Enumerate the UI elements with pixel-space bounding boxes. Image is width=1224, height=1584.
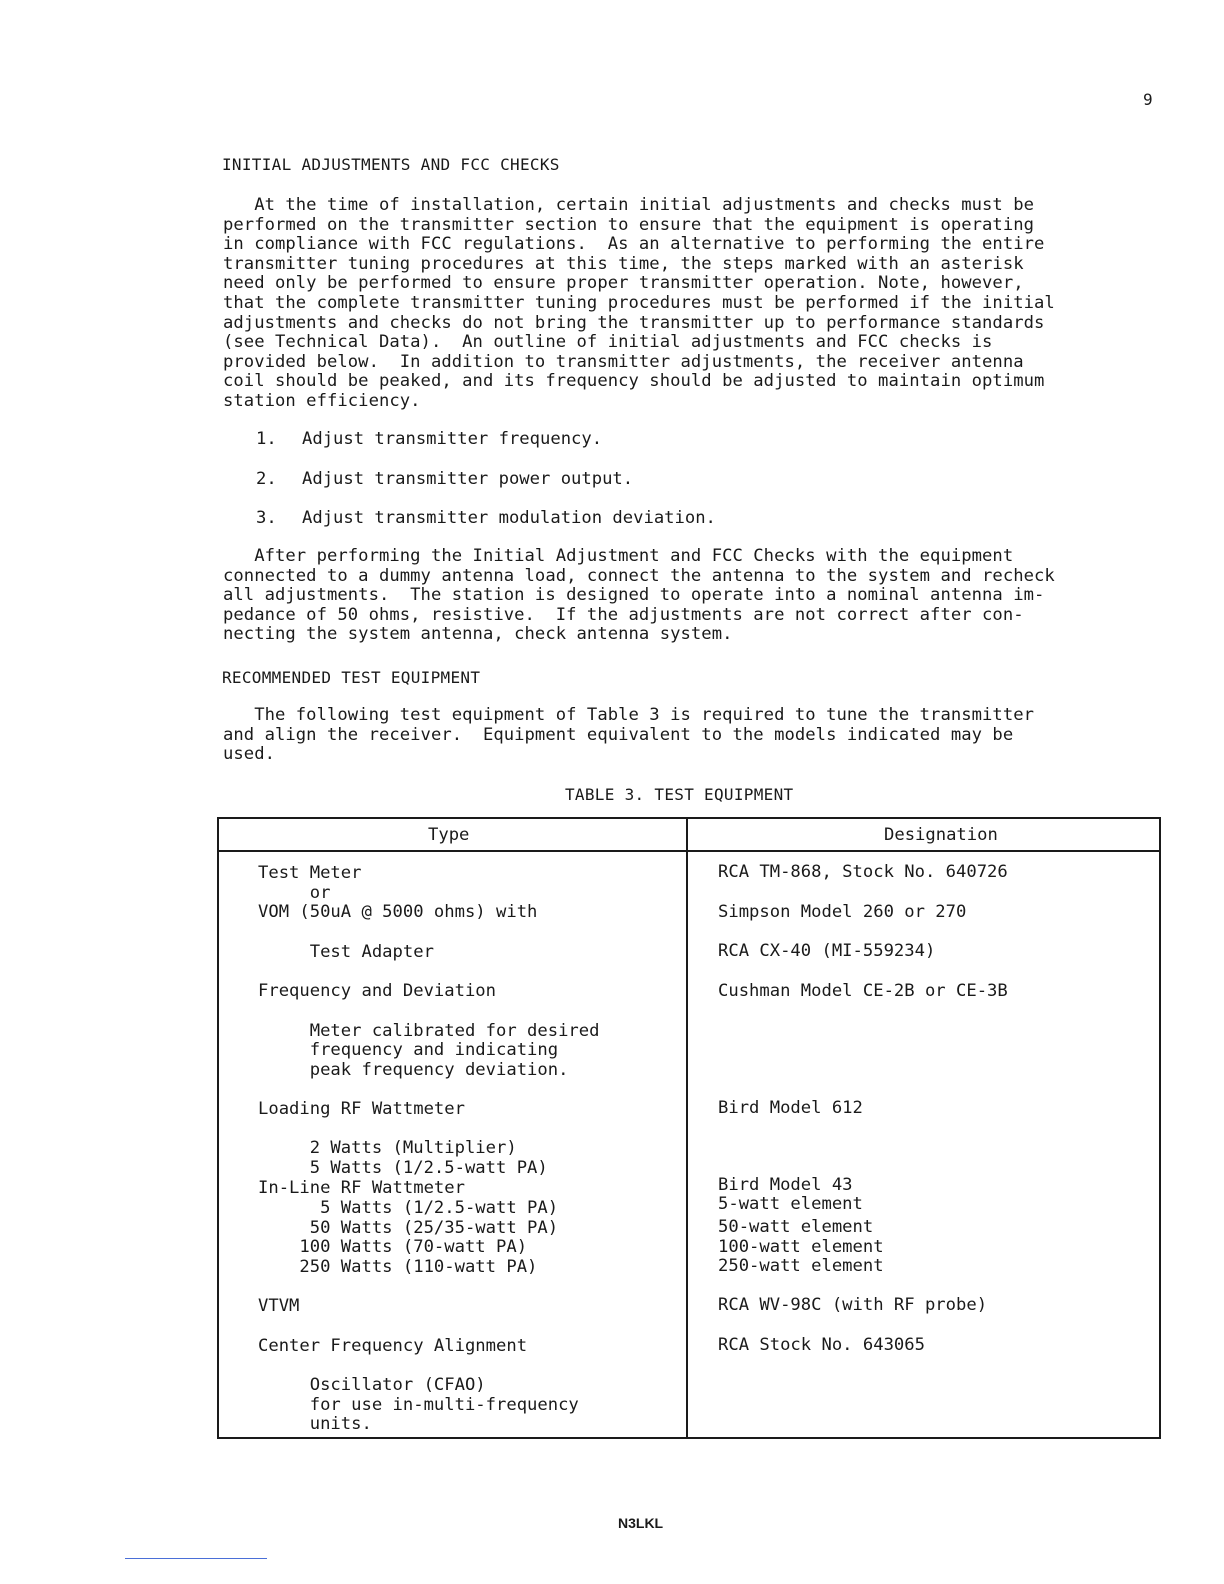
- step-text: Adjust transmitter power output.: [302, 469, 634, 489]
- column-header-designation: Designation: [884, 825, 998, 845]
- designation-cell: Simpson Model 260 or 270: [718, 902, 967, 922]
- paragraph-line: performed on the transmitter section to ensure that the equipment is operating: [223, 214, 1035, 235]
- paragraph-line: used.: [223, 744, 275, 765]
- designation-cell: 250-watt element: [718, 1256, 884, 1276]
- step-text: Adjust transmitter modulation deviation.: [302, 508, 716, 528]
- step-number: 1.: [256, 429, 277, 449]
- header-divider: [219, 850, 1159, 852]
- type-cell: VOM (50uA @ 5000 ohms) with: [258, 902, 538, 922]
- paragraph-line: necting the system antenna, check antenna system.: [223, 624, 733, 645]
- test-equipment-table: [217, 817, 1161, 1439]
- type-cell: Frequency and Deviation: [258, 981, 496, 1001]
- paragraph-line: pedance of 50 ohms, resistive. If the adjustments are not correct after con-: [223, 604, 1024, 625]
- step-number: 2.: [256, 469, 277, 489]
- list-item: [256, 508, 716, 528]
- paragraph-line: in compliance with FCC regulations. As an alternative to performing the entire: [223, 234, 1045, 255]
- type-cell: units.: [258, 1414, 372, 1434]
- footnote-rule: [125, 1558, 267, 1559]
- type-cell: 250 Watts (110-watt PA): [258, 1257, 538, 1277]
- type-cell: Test Adapter: [258, 942, 434, 962]
- type-cell: for use in-multi-frequency: [258, 1395, 579, 1415]
- list-item: [256, 429, 602, 449]
- designation-cell: Cushman Model CE-2B or CE-3B: [718, 981, 1008, 1001]
- paragraph-line: all adjustments. The station is designed to operate into a nominal antenna im-: [223, 585, 1045, 606]
- designation-cell: RCA Stock No. 643065: [718, 1335, 925, 1355]
- type-cell: Oscillator (CFAO): [258, 1375, 486, 1395]
- designation-cell: 50-watt element: [718, 1217, 874, 1237]
- section-heading-test-equipment: RECOMMENDED TEST EQUIPMENT: [222, 668, 481, 687]
- designation-cell: Bird Model 612: [718, 1098, 863, 1118]
- column-divider: [686, 819, 688, 1437]
- designation-cell: 5-watt element: [718, 1194, 863, 1214]
- post-check-paragraph: [223, 547, 1173, 645]
- paragraph-line: transmitter tuning procedures at this time, the steps marked with an asterisk: [223, 253, 1024, 274]
- type-cell: 5 Watts (1/2.5-watt PA): [258, 1158, 548, 1178]
- designation-cell: Bird Model 43: [718, 1175, 853, 1195]
- paragraph-line: and align the receiver. Equipment equivalent to the models indicated may be: [223, 724, 1014, 745]
- list-item: [256, 469, 633, 489]
- intro-paragraph: [223, 196, 1173, 412]
- step-number: 3.: [256, 508, 277, 528]
- type-cell: Test Meter: [258, 863, 362, 883]
- paragraph-line: The following test equipment of Table 3 is required to tune the transmitter: [223, 705, 1035, 725]
- designation-cell: RCA TM-868, Stock No. 640726: [718, 862, 1008, 882]
- type-cell: or: [258, 883, 331, 903]
- section-heading-initial-adjustments: INITIAL ADJUSTMENTS AND FCC CHECKS: [222, 155, 560, 174]
- paragraph-line: After performing the Initial Adjustment and FCC Checks with the equipment: [223, 546, 1014, 566]
- type-cell: Center Frequency Alignment: [258, 1336, 528, 1356]
- type-cell: frequency and indicating: [258, 1040, 559, 1060]
- type-cell: Loading RF Wattmeter: [258, 1099, 465, 1119]
- column-header-type: Type: [428, 825, 470, 845]
- type-cell: peak frequency deviation.: [258, 1060, 569, 1080]
- paragraph-line: coil should be peaked, and its frequency should be adjusted to maintain optimum: [223, 371, 1045, 392]
- designation-cell: 100-watt element: [718, 1237, 884, 1257]
- paragraph-line: that the complete transmitter tuning procedures must be performed if the initial: [223, 292, 1055, 313]
- type-cell: 2 Watts (Multiplier): [258, 1138, 517, 1158]
- test-equipment-paragraph: [223, 706, 1173, 765]
- type-cell: VTVM: [258, 1296, 300, 1316]
- paragraph-line: adjustments and checks do not bring the transmitter up to performance standards: [223, 312, 1045, 333]
- table-caption: TABLE 3. TEST EQUIPMENT: [565, 785, 794, 804]
- paragraph-line: station efficiency.: [223, 390, 421, 411]
- footer-callsign: N3LKL: [618, 1515, 664, 1531]
- paragraph-line: need only be performed to ensure proper transmitter operation. Note, however,: [223, 273, 1024, 294]
- type-cell: Meter calibrated for desired: [258, 1021, 600, 1041]
- type-cell: 50 Watts (25/35-watt PA): [258, 1218, 559, 1238]
- paragraph-line: provided below. In addition to transmitter adjustments, the receiver antenna: [223, 351, 1024, 372]
- page-number: 9: [1143, 90, 1153, 109]
- designation-cell: RCA WV-98C (with RF probe): [718, 1295, 988, 1315]
- type-cell: 100 Watts (70-watt PA): [258, 1237, 528, 1257]
- type-cell: 5 Watts (1/2.5-watt PA): [258, 1198, 559, 1218]
- paragraph-line: (see Technical Data). An outline of initial adjustments and FCC checks is: [223, 332, 993, 353]
- step-text: Adjust transmitter frequency.: [302, 429, 603, 449]
- type-cell: In-Line RF Wattmeter: [258, 1178, 465, 1198]
- designation-cell: RCA CX-40 (MI-559234): [718, 941, 936, 961]
- paragraph-line: connected to a dummy antenna load, connect the antenna to the system and recheck: [223, 565, 1055, 586]
- paragraph-line: At the time of installation, certain initial adjustments and checks must be: [223, 195, 1035, 215]
